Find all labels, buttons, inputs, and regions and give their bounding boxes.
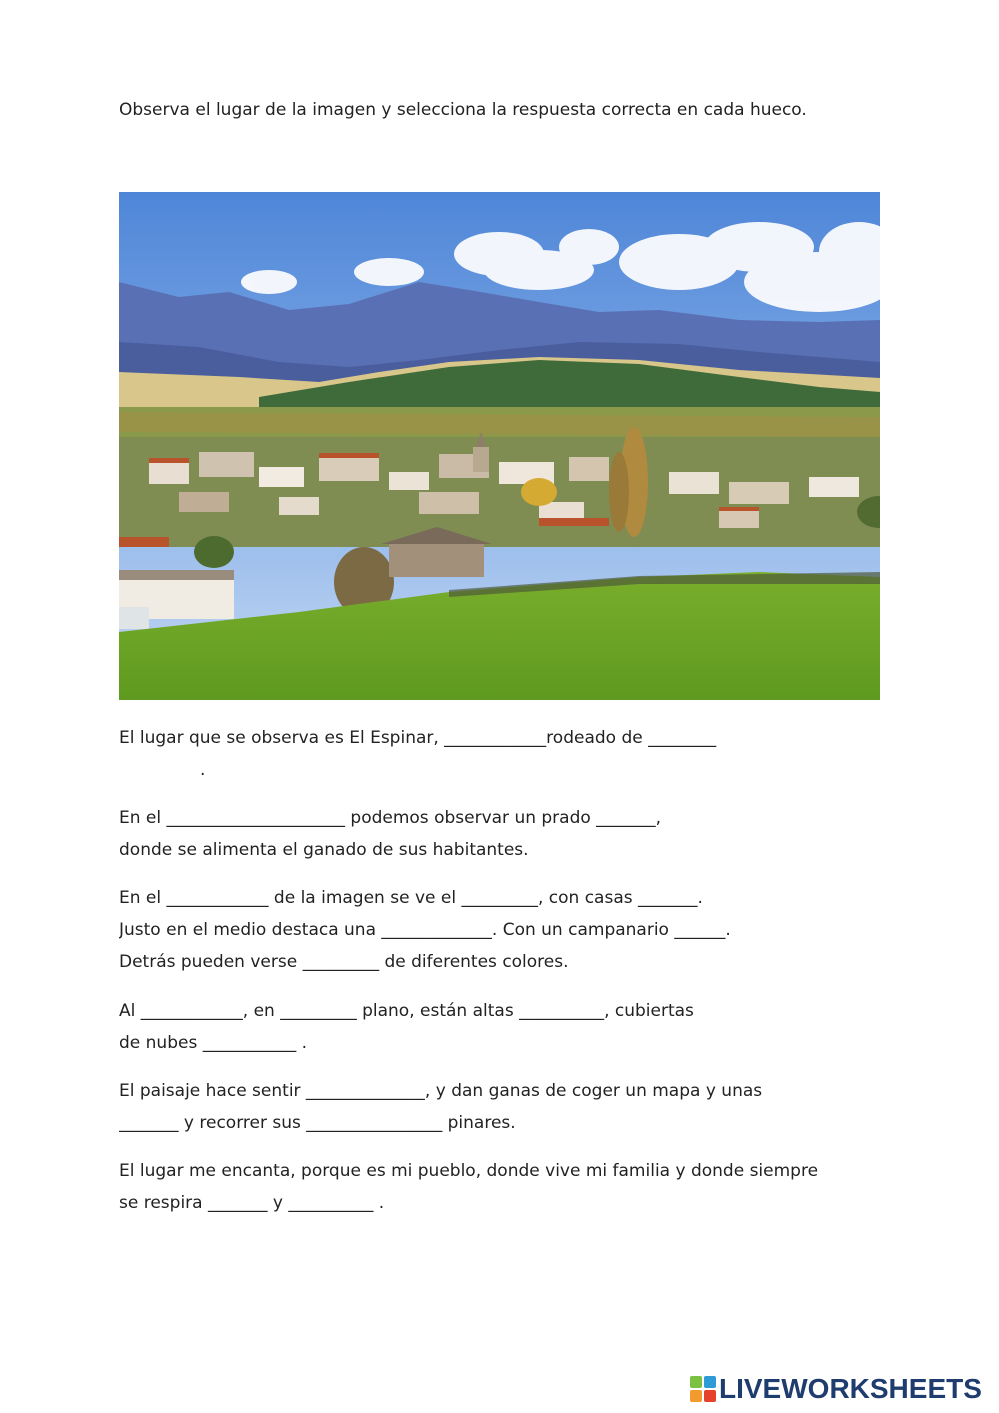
paragraph-line: Al ____________, en _________ plano, están altas __________, cubiertas <box>119 1001 694 1021</box>
paragraph-5 <box>119 1075 899 1139</box>
paragraph-line: Justo en el medio destaca una _____________. Con un campanario ______. <box>119 920 731 940</box>
paragraph-4 <box>119 995 899 1059</box>
paragraph-6 <box>119 1155 899 1219</box>
liveworksheets-logo-icon <box>690 1376 716 1402</box>
landscape-photo <box>119 192 880 700</box>
paragraph-2 <box>119 802 899 866</box>
logo-text: LIVEWORKSHEETS <box>719 1373 982 1404</box>
paragraph-line: de nubes ___________ . <box>119 1033 308 1053</box>
paragraph-3 <box>119 882 899 978</box>
liveworksheets-logo[interactable] <box>690 1372 982 1406</box>
paragraph-line: El lugar que se observa es El Espinar, ____________rodeado de ________ <box>119 728 717 748</box>
paragraph-line: El paisaje hace sentir ______________, y dan ganas de coger un mapa y unas <box>119 1081 763 1101</box>
instruction-text: Observa el lugar de la imagen y selecciona la respuesta correcta en cada hueco. <box>119 100 807 120</box>
paragraph-line: . <box>119 760 206 780</box>
paragraph-line: _______ y recorrer sus ________________ pinares. <box>119 1113 516 1133</box>
paragraph-line: donde se alimenta el ganado de sus habitantes. <box>119 840 529 860</box>
paragraph-line: En el _____________________ podemos observar un prado _______, <box>119 808 662 828</box>
paragraph-line: se respira _______ y __________ . <box>119 1193 385 1213</box>
paragraph-line: El lugar me encanta, porque es mi pueblo, donde vive mi familia y donde siempre <box>119 1161 819 1181</box>
paragraph-line: Detrás pueden verse _________ de diferentes colores. <box>119 952 569 972</box>
paragraph-1 <box>119 722 899 786</box>
paragraph-line: En el ____________ de la imagen se ve el _________, con casas _______. <box>119 888 703 908</box>
